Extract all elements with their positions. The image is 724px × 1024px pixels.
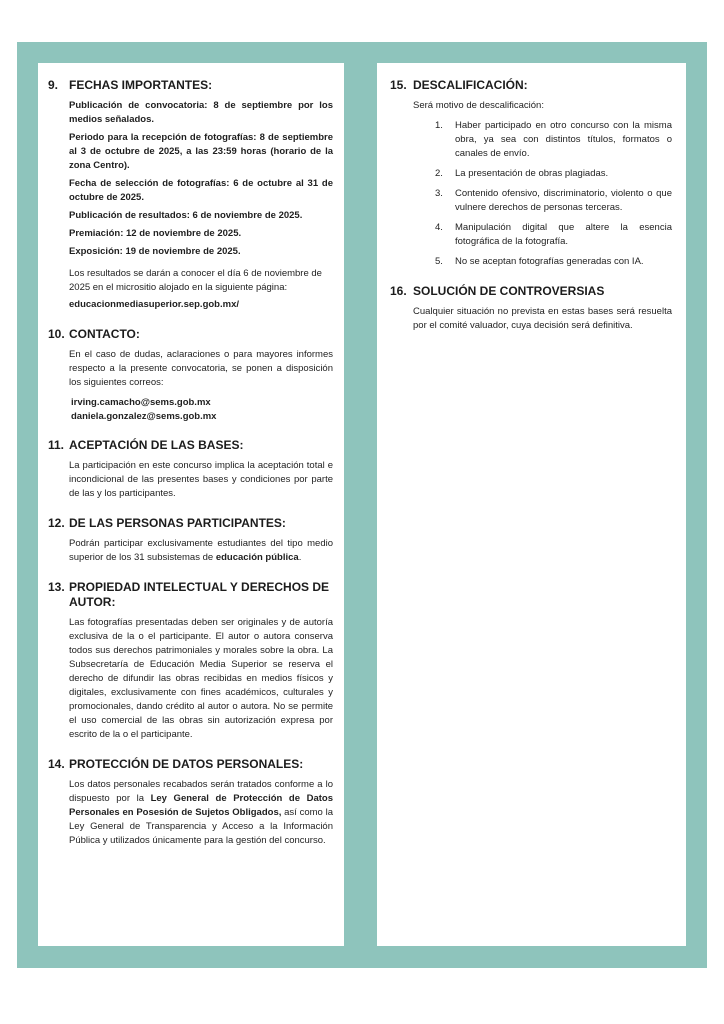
section-fechas-importantes	[48, 78, 333, 312]
section-heading	[48, 327, 333, 342]
list-item	[435, 255, 672, 269]
section-body	[69, 348, 333, 423]
list-item	[435, 119, 672, 161]
section-title: FECHAS IMPORTANTES:	[69, 78, 213, 92]
participantes-body	[69, 537, 333, 565]
section-body	[69, 459, 333, 501]
section-number: 16.	[390, 284, 407, 298]
section-propiedad-intelectual	[48, 580, 333, 742]
datos-body-end: así como la Ley General de Transparencia y Acceso a la Información Pública y utilizados únicamente para la gestión del concurso.	[69, 807, 333, 846]
list-item-text: Manipulación digital que altere la esencia fotográfica de la fotografía.	[455, 222, 672, 247]
section-body	[69, 537, 333, 565]
section-number: 15.	[390, 78, 407, 92]
datos-personales-body	[69, 778, 333, 848]
fecha-exposicion: Exposición: 19 de noviembre de 2025.	[69, 246, 241, 257]
participantes-body-end: .	[298, 552, 302, 563]
descalificacion-list	[435, 119, 672, 269]
section-heading	[48, 757, 333, 772]
section-number: 14.	[48, 757, 65, 771]
section-body	[69, 778, 333, 848]
results-note: Los resultados se darán a conocer el día 6 de noviembre de 2025 en el micrositio alojado en la siguiente página:	[69, 268, 322, 293]
participantes-body-start: Podrán participar exclusivamente estudiantes del tipo medio superior de los 31 subsistemas de	[69, 538, 333, 563]
section-number: 10.	[48, 327, 65, 341]
section-number: 12.	[48, 516, 65, 530]
section-body	[413, 305, 672, 333]
section-number: 11.	[48, 438, 65, 452]
section-aceptacion-bases	[48, 438, 333, 501]
section-proteccion-datos	[48, 757, 333, 848]
list-item-number: 3.	[435, 188, 443, 199]
contacto-body: En el caso de dudas, aclaraciones o para mayores informes respecto a la presente convocatoria, se ponen a disposición los siguientes correos:	[69, 349, 333, 388]
participantes-body-bold: educación pública	[215, 552, 299, 563]
section-personas-participantes	[48, 516, 333, 565]
email-address: daniela.gonzalez@sems.gob.mx	[71, 410, 217, 422]
section-title: CONTACTO:	[69, 327, 140, 341]
list-item-number: 5.	[435, 256, 443, 267]
list-item-text: Contenido ofensivo, discriminatorio, violento o que vulnere derechos de personas terceras.	[455, 188, 672, 213]
section-heading	[48, 516, 333, 531]
section-title: PROPIEDAD INTELECTUAL Y DERECHOS DE AUTOR:	[69, 580, 330, 609]
section-body	[413, 99, 672, 269]
section-title: DE LAS PERSONAS PARTICIPANTES:	[69, 516, 286, 530]
list-item-text: No se aceptan fotografías generadas con IA.	[455, 256, 644, 267]
section-heading	[48, 78, 333, 93]
section-heading	[48, 580, 333, 610]
list-item	[435, 167, 672, 181]
controversias-body: Cualquier situación no prevista en estas bases será resuelta por el comité valuador, cuya decisión será definitiva.	[413, 306, 672, 331]
list-item-number: 1.	[435, 120, 443, 131]
fecha-seleccion: Fecha de selección de fotografías: 6 de octubre al 31 de octubre de 2025.	[69, 178, 333, 203]
section-body	[69, 616, 333, 742]
left-column	[38, 63, 344, 946]
fecha-premiacion: Premiación: 12 de noviembre de 2025.	[69, 228, 242, 239]
section-contacto	[48, 327, 333, 423]
propiedad-body: Las fotografías presentadas deben ser originales y de autoría exclusiva de la o el participante. El autor o autora conserva todos sus derechos patrimoniales y morales sobre la obra. La Subsecretaría de Educación Media Superior se reserva el derecho de difundir las obras recibidas en medios físicos y digitales, exclusivamente con fines académicos, culturales y promocionales, dando crédito al autor o autora. No se permite el uso comercial de las obras sin autorización expresa por escrito de la o el participante.	[69, 617, 333, 740]
section-title: SOLUCIÓN DE CONTROVERSIAS	[413, 284, 605, 298]
section-descalificacion	[390, 78, 672, 269]
section-number: 9.	[48, 78, 59, 92]
contact-emails	[69, 396, 333, 423]
datos-body-start: Los datos personales recabados serán tratados conforme a lo dispuesto por la	[69, 779, 333, 804]
descalificacion-intro: Será motivo de descalificación:	[413, 100, 544, 111]
fecha-publicacion-convocatoria: Publicación de convocatoria: 8 de septiembre por los medios señalados.	[69, 100, 333, 125]
fecha-periodo-recepcion: Periodo para la recepción de fotografías: 8 de septiembre al 3 de octubre de 2025, a las 23:59 horas (horario de la zona Centro).	[69, 132, 333, 171]
section-heading	[390, 78, 672, 93]
email-address: irving.camacho@sems.gob.mx	[71, 397, 211, 408]
list-item	[435, 187, 672, 215]
section-title: DESCALIFICACIÓN:	[413, 78, 528, 92]
section-heading	[390, 284, 672, 299]
microsite-url: educacionmediasuperior.sep.gob.mx/	[69, 299, 239, 310]
list-item-number: 2.	[435, 168, 443, 179]
right-column	[377, 63, 686, 946]
list-item-number: 4.	[435, 222, 443, 233]
section-title: PROTECCIÓN DE DATOS PERSONALES:	[69, 757, 304, 771]
section-body	[69, 99, 333, 312]
section-heading	[48, 438, 333, 453]
list-item-text: La presentación de obras plagiadas.	[455, 168, 609, 179]
list-item-text: Haber participado en otro concurso con la misma obra, ya sea con distintos títulos, formatos o canales de envío.	[455, 120, 672, 159]
fecha-publicacion-resultados: Publicación de resultados: 6 de noviembre de 2025.	[69, 210, 303, 221]
section-title: ACEPTACIÓN DE LAS BASES:	[69, 438, 244, 452]
list-item	[435, 221, 672, 249]
aceptacion-body: La participación en este concurso implica la aceptación total e incondicional de las presentes bases y condiciones por parte de las y los participantes.	[69, 460, 333, 499]
datos-body-bold: Ley General de Protección de Datos Personales en Posesión de Sujetos Obligados,	[69, 793, 333, 818]
section-number: 13.	[48, 580, 65, 594]
section-solucion-controversias	[390, 284, 672, 333]
